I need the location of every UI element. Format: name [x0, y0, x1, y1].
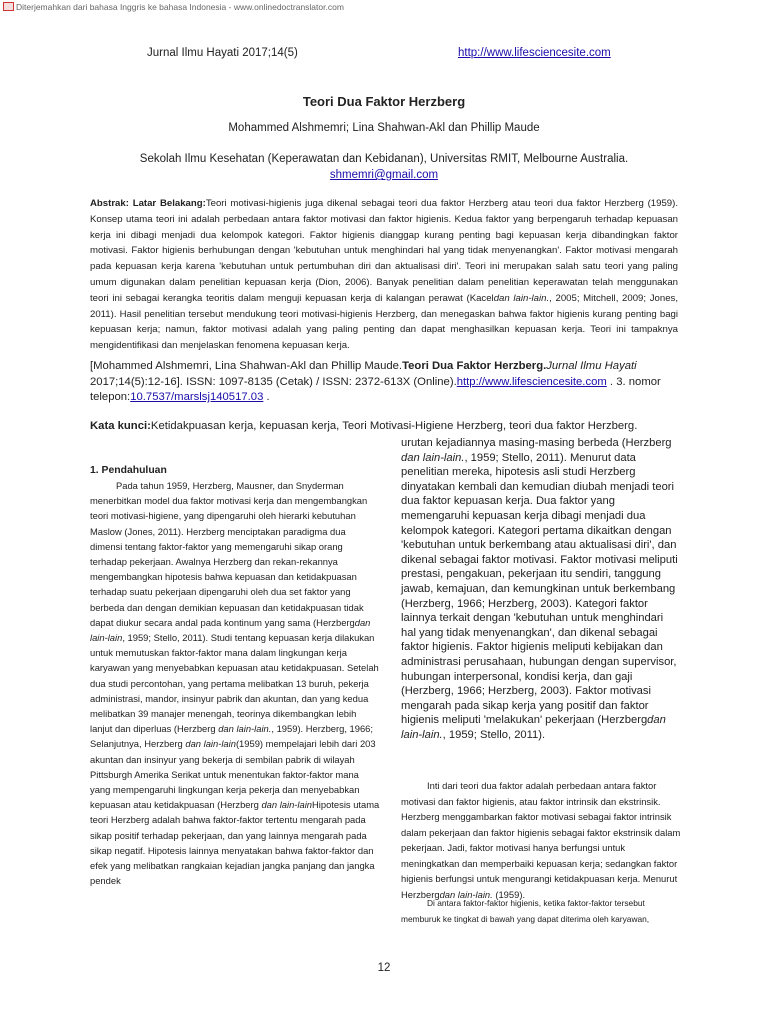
citation-end: . [263, 391, 270, 403]
journal-url-link[interactable] [458, 47, 611, 59]
citation-details: 2017;14(5):12-16]. ISSN: 1097-8135 (Cetak) / ISSN: 2372-613X (Online). [90, 375, 457, 388]
right-etal-1: dan lain-lain. [401, 451, 465, 464]
translator-banner[interactable] [0, 0, 344, 14]
intro-paragraph [90, 478, 380, 888]
citation-url[interactable]: http://www.lifesciencesite.com [456, 375, 607, 388]
paper-title: Teori Dua Faktor Herzberg [302, 94, 466, 109]
intro-text-2: , 1959; Stello, 2011). Studi tentang kepuasan kerja dilakukan untuk memutuskan faktor-faktor mana dalam lingkungan kerja karyawan yang menyebabkan kepuasan atau ketidakpuasan. Setelah dua studi percontohan, yang pertama melibatkan 13 buruh, pekerja administrasi, mandor, insinyur pabrik dan akuntan, dan yang kedua melibatkan 39 manajer menengah, teorinya dikembangkan lebih lanjut dan diperluas (Herzberg [90, 632, 379, 735]
right-p2-text: Inti dari teori dua faktor adalah perbedaan antara faktor motivasi dan faktor higienis, atau faktor intrinsik dan ekstrinsik. Herzberg menggambarkan faktor motivasi sebagai faktor intrinsik dalam pekerjaan dan faktor higienis sebagai faktor ekstrinsik dalam pekerjaan. Jadi, faktor motivasi hanya berfungsi untuk meningkatkan dan memperbaiki kepuasan kerja; sedangkan faktor higienis berfungsi untuk mengurangi ketidakpuasan kerja. Menurut Herzberg [401, 780, 681, 900]
section-heading: 1. Pendahuluan [90, 465, 167, 476]
page-number: 12 [377, 962, 391, 974]
intro-etal-4: dan lain-lain [261, 799, 313, 811]
intro-etal-2: dan lain-lain. [218, 723, 272, 735]
keywords-label: Kata kunci: [90, 420, 151, 432]
affiliation: Sekolah Ilmu Kesehatan (Keperawatan dan Kebidanan), Universitas RMIT, Melbourne Australia. [139, 153, 629, 165]
abstract [90, 196, 678, 354]
translator-banner-text[interactable]: Diterjemahkan dari bahasa Inggris ke bahasa Indonesia - www.onlinedoctranslator.com [16, 2, 344, 12]
citation-authors: [Mohammed Alshmemri, Lina Shahwan-Akl dan Phillip Maude. [90, 360, 403, 372]
abstract-label: Abstrak: Latar Belakang: [90, 198, 206, 209]
abstract-text-2: , 2005; Mitchell, 2009; Jones, 2011). Hasil penelitian tersebut mendukung teori motivasi-higienis Herzberg, dan menegaskan bahwa faktor higienis kurang penting bagi kepuasan kerja; namun, faktor motivasi adalah yang paling penting dan dapat menghasilkan kepuasan kerja. Teori ini tampaknya mengidentifikasi dan menjelaskan fenomena kepuasan kerja. [90, 292, 679, 352]
abstract-etal: dan lain-lain. [493, 292, 550, 304]
right-p2-etal: dan lain-lain. [439, 888, 493, 900]
journal-header: Jurnal Ilmu Hayati 2017;14(5) [147, 47, 298, 59]
abstract-text-1: Teori motivasi-higienis juga dikenal sebagai teori dua faktor Herzberg atau teori dua faktor Herzberg (1959). Konsep utama teori ini adalah perbedaan antara faktor motivasi dan faktor higienis. Kedua faktor yang berpengaruh terhadap kepuasan kerja ini dibagi menjadi dua kelompok kategori. Faktor higienis dianggap kurang penting bagi kepuasan kerja dibandingkan faktor motivasi. Faktor higienis berhubungan dengan 'kebutuhan untuk menghindari hal yang tidak menyenangkan'. Faktor motivasi mengarah pada kepuasan kerja karena 'kebutuhan untuk pertumbuhan diri dan aktualisasi diri'. Teori ini merupakan salah satu teori yang paling umum digunakan dalam penelitian kepuasan kerja (Dion, 2006). Banyak penelitian dalam penelitian keperawatan telah menggunakan teori ini sebagai kerangka teoritis dalam menguji kepuasan kerja di kalangan perawat (Kacel [90, 198, 679, 304]
right-text-2: , 1959; Stello, 2011). Menurut data penelitian mereka, hipotesis asli studi Herzberg dinyatakan kembali dan kemudian diubah menjadi teori dua faktor kepuasan kerja. Dua faktor yang memengaruhi kepuasan kerja dibagi menjadi dua kelompok kategori. Kategori pertama dikaitkan dengan 'kebutuhan untuk berkembang atau aktualisasi diri', dan dikenal sebagai faktor motivasi. Faktor motivasi meliputi prestasi, pengakuan, pekerjaan itu sendiri, tanggung jawab, kemajuan, dan kemungkinan untuk berkembang (Herzberg, 1966; Herzberg, 2003). Kategori faktor lainnya terkait dengan 'kebutuhan untuk menghindari hal yang tidak menyenangkan', dan dikenal sebagai faktor higienis. Faktor higienis meliputi kebijakan dan administrasi perusahaan, hubungan dengan supervisor, hubungan interpersonal, kondisi kerja, dan gaji (Herzberg, 1966; Herzberg, 2003). Faktor motivasi mengarah pada sikap kerja yang positif dan faktor higienis meliputi 'melakukan' pekerjaan (Herzberg [401, 451, 678, 727]
intro-text-3: , 1959). Herzberg, 1966; Selanjutnya, Herzberg [90, 723, 373, 750]
keywords-text: Ketidakpuasan kerja, kepuasan kerja, Teori Motivasi-Higiene Herzberg, teori dua faktor Herzberg. [150, 420, 638, 432]
email-link[interactable]: shmemri@gmail.com [329, 169, 439, 181]
citation-mid: . 3. nomor telepon: [90, 375, 661, 403]
intro-etal-3: dan lain-lain [185, 738, 236, 750]
affiliation-block [0, 151, 768, 183]
intro-text-5: Hipotesis utama teori Herzberg adalah bahwa faktor-faktor tertentu mengarah pada sikap positif terhadap pekerjaan, dan yang lainnya mengarah pada sikap negatif. Hipotesis lainnya menyatakan bahwa faktor-faktor dan efek yang melibatkan rangkaian kejadian jangka panjang dan jangka pendek [90, 799, 380, 887]
keywords [90, 419, 690, 434]
intro-text-4: (1959) mempelajari lebih dari 203 akuntan dan insinyur yang bekerja di sembilan pabrik di wilayah Pittsburgh Amerika Serikat untuk menentukan faktor-faktor mana yang mempengaruhi lingkungan kerja pekerja dan menyebabkan kepuasan atau ketidakpuasan (Herzberg [90, 738, 376, 811]
authors: Mohammed Alshmemri; Lina Shahwan-Akl dan Phillip Maude [228, 122, 540, 134]
right-text-3: , 1959; Stello, 2011). [442, 728, 546, 741]
citation [90, 359, 680, 406]
intro-etal-1: dan lain-lain [90, 616, 371, 644]
citation-doi[interactable]: 10.7537/marslsj140517.03 [130, 391, 264, 403]
citation-journal: Jurnal Ilmu Hayati [546, 360, 637, 372]
right-p3-text: Di antara faktor-faktor higienis, ketika faktor-faktor tersebut memburuk ke tingkat di bawah yang dapat diterima oleh karyawan, [401, 898, 650, 924]
right-p2-year: (1959). [492, 888, 526, 900]
intro-text-1: Pada tahun 1959, Herzberg, Mausner, dan Snyderman menerbitkan model dua faktor motivasi kerja dan mengembangkan teori motivasi-higiene, yang dipengaruhi oleh hierarki kebutuhan Maslow (Jones, 2011). Herzberg menciptakan paradigma dua dimensi tentang faktor-faktor yang memengaruhi sikap orang terhadap pekerjaan. Awalnya Herzberg dan rekan-rekannya mengembangkan hipotesis bahwa kepuasan dan ketidakpuasan terhadap suatu pekerjaan dipengaruhi oleh dua set faktor yang berbeda dan dengan demikian kepuasan dan ketidakpuasan tidak dapat diukur secara andal pada kontinum yang sama (Herzberg [90, 480, 368, 628]
right-etal-2: dan lain-lain. [401, 714, 666, 741]
left-column [90, 464, 380, 888]
citation-title: Teori Dua Faktor Herzberg. [402, 360, 547, 372]
right-column-continuation [401, 436, 681, 742]
right-column-paragraph-3 [401, 896, 681, 927]
right-text-1: urutan kejadiannya masing-masing berbeda (Herzberg [401, 437, 672, 449]
right-column-paragraph-2 [401, 778, 681, 902]
document-icon [3, 2, 14, 11]
journal-url[interactable]: http://www.lifesciencesite.com [458, 47, 611, 59]
